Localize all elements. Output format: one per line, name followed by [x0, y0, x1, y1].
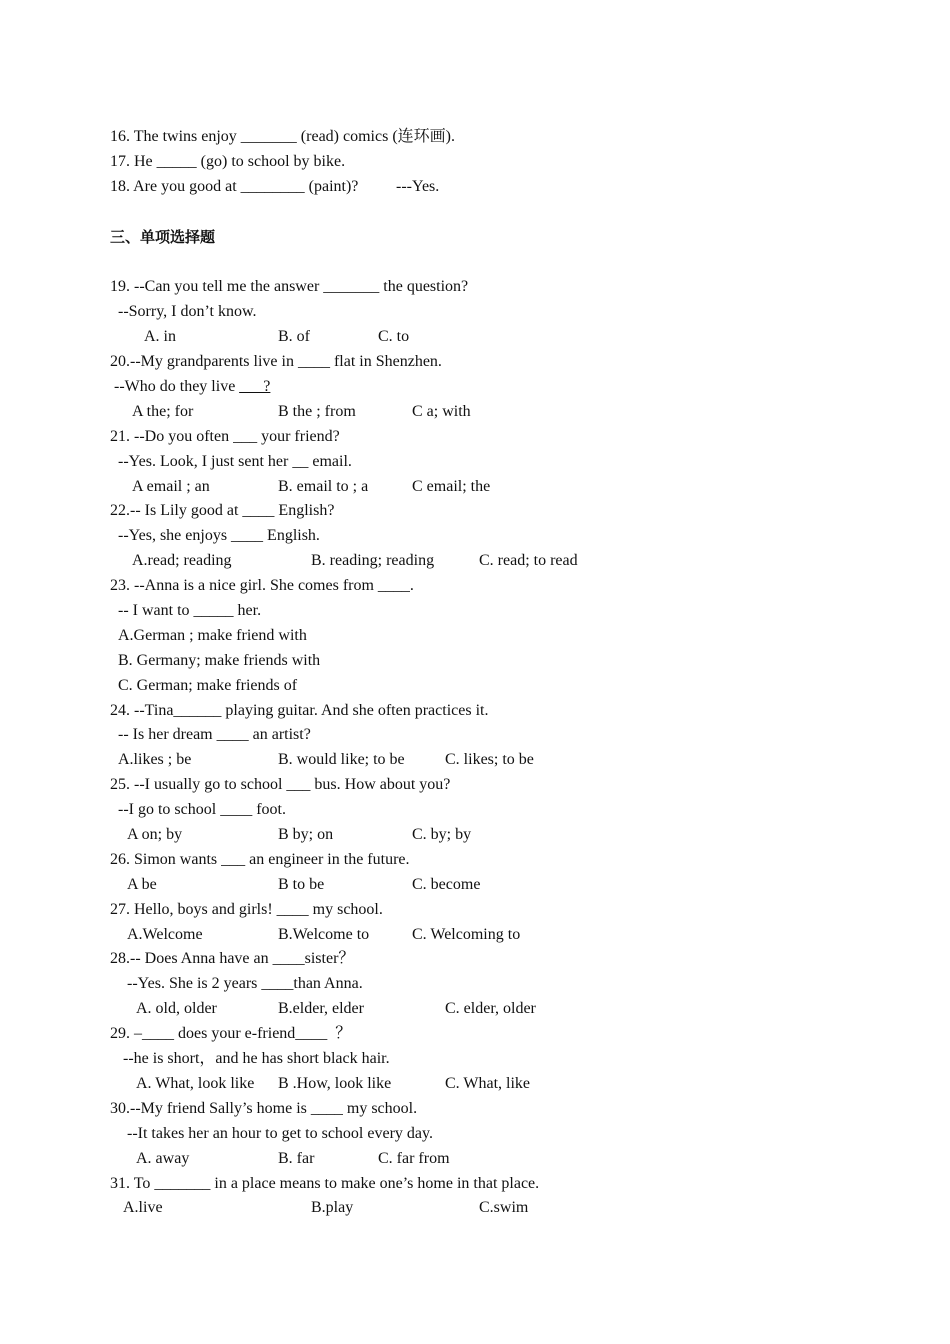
q22-option-b: B. reading; reading — [311, 552, 435, 569]
question-24-reply: -- Is her dream ____ an artist? — [118, 726, 311, 743]
question-20-reply-blank: ___? — [239, 378, 271, 395]
q31-option-c: C.swim — [479, 1199, 529, 1216]
q30-option-b: B. far — [278, 1150, 315, 1167]
q29-option-b: B .How, look like — [278, 1075, 392, 1092]
question-23: 23. --Anna is a nice girl. She comes from ____. — [110, 577, 414, 594]
question-19-reply: --Sorry, I don’t know. — [118, 303, 257, 320]
question-25: 25. --I usually go to school ___ bus. How about you? — [110, 776, 451, 793]
q25-option-a: A on; by — [127, 826, 183, 843]
q26-option-c: C. become — [412, 876, 481, 893]
q31-option-b: B.play — [311, 1199, 354, 1216]
q20-option-a: A the; for — [132, 403, 194, 420]
q24-option-b: B. would like; to be — [278, 751, 405, 768]
question-24: 24. --Tina______ playing guitar. And she often practices it. — [110, 702, 489, 719]
q22-option-c: C. read; to read — [479, 552, 578, 569]
q28-option-b: B.elder, elder — [278, 1000, 364, 1017]
q20-option-b: B the ; from — [278, 403, 356, 420]
question-16: 16. The twins enjoy _______ (read) comics (连环画). — [110, 128, 455, 145]
question-28: 28.-- Does Anna have an ____sister？ — [110, 950, 355, 967]
q30-option-c: C. far from — [378, 1150, 450, 1167]
question-30-reply: --It takes her an hour to get to school every day. — [127, 1125, 433, 1142]
q19-option-a: A. in — [144, 328, 176, 345]
q27-option-b: B.Welcome to — [278, 926, 370, 943]
q25-option-c: C. by; by — [412, 826, 472, 843]
q28-option-c: C. elder, older — [445, 1000, 536, 1017]
q27-option-c: C. Welcoming to — [412, 926, 521, 943]
section-title: 三、单项选择题 — [110, 228, 216, 246]
question-28-reply: --Yes. She is 2 years ____than Anna. — [127, 975, 363, 992]
question-29-reply: --he is short，and he has short black hair. — [123, 1050, 390, 1067]
q26-option-a: A be — [127, 876, 157, 893]
question-27: 27. Hello, boys and girls! ____ my school. — [110, 901, 383, 918]
question-20-reply-text: --Who do they live — [114, 378, 240, 395]
question-29: 29. –____ does your e-friend____ ？ — [110, 1025, 352, 1042]
q21-option-c: C email; the — [412, 478, 491, 495]
q20-option-c: C a; with — [412, 403, 471, 420]
q30-option-a: A. away — [136, 1150, 190, 1167]
q24-option-c: C. likes; to be — [445, 751, 534, 768]
question-21-reply: --Yes. Look, I just sent her __ email. — [118, 453, 352, 470]
question-19: 19. --Can you tell me the answer _______ the question? — [110, 278, 469, 295]
q29-option-a: A. What, look like — [136, 1075, 255, 1092]
question-22: 22.-- Is Lily good at ____ English? — [110, 502, 335, 519]
question-23-reply: -- I want to _____ her. — [118, 602, 262, 619]
q29-option-c: C. What, like — [445, 1075, 531, 1092]
q27-option-a: A.Welcome — [127, 926, 203, 943]
q22-option-a: A.read; reading — [132, 552, 232, 569]
question-20: 20.--My grandparents live in ____ flat in Shenzhen. — [110, 353, 442, 370]
q26-option-b: B to be — [278, 876, 325, 893]
question-25-reply: --I go to school ____ foot. — [118, 801, 286, 818]
q31-option-a: A.live — [123, 1199, 163, 1216]
q25-option-b: B by; on — [278, 826, 334, 843]
question-31: 31. To _______ in a place means to make one’s home in that place. — [110, 1175, 540, 1192]
question-30: 30.--My friend Sally’s home is ____ my school. — [110, 1100, 418, 1117]
q24-option-a: A.likes ; be — [118, 751, 192, 768]
question-18: 18. Are you good at ________ (paint)? — [110, 178, 359, 195]
question-18-answer: ---Yes. — [396, 178, 440, 195]
q23-option-c: C. German; make friends of — [118, 677, 298, 694]
q19-option-b: B. of — [278, 328, 310, 345]
q19-option-c: C. to — [378, 328, 410, 345]
question-17: 17. He _____ (go) to school by bike. — [110, 153, 346, 170]
q23-option-b: B. Germany; make friends with — [118, 652, 321, 669]
q28-option-a: A. old, older — [136, 1000, 217, 1017]
question-26: 26. Simon wants ___ an engineer in the future. — [110, 851, 410, 868]
question-22-reply: --Yes, she enjoys ____ English. — [118, 527, 320, 544]
q23-option-a: A.German ; make friend with — [118, 627, 307, 644]
question-21: 21. --Do you often ___ your friend? — [110, 428, 340, 445]
q21-option-b: B. email to ; a — [278, 478, 369, 495]
q21-option-a: A email ; an — [132, 478, 210, 495]
question-20-reply — [114, 377, 270, 397]
